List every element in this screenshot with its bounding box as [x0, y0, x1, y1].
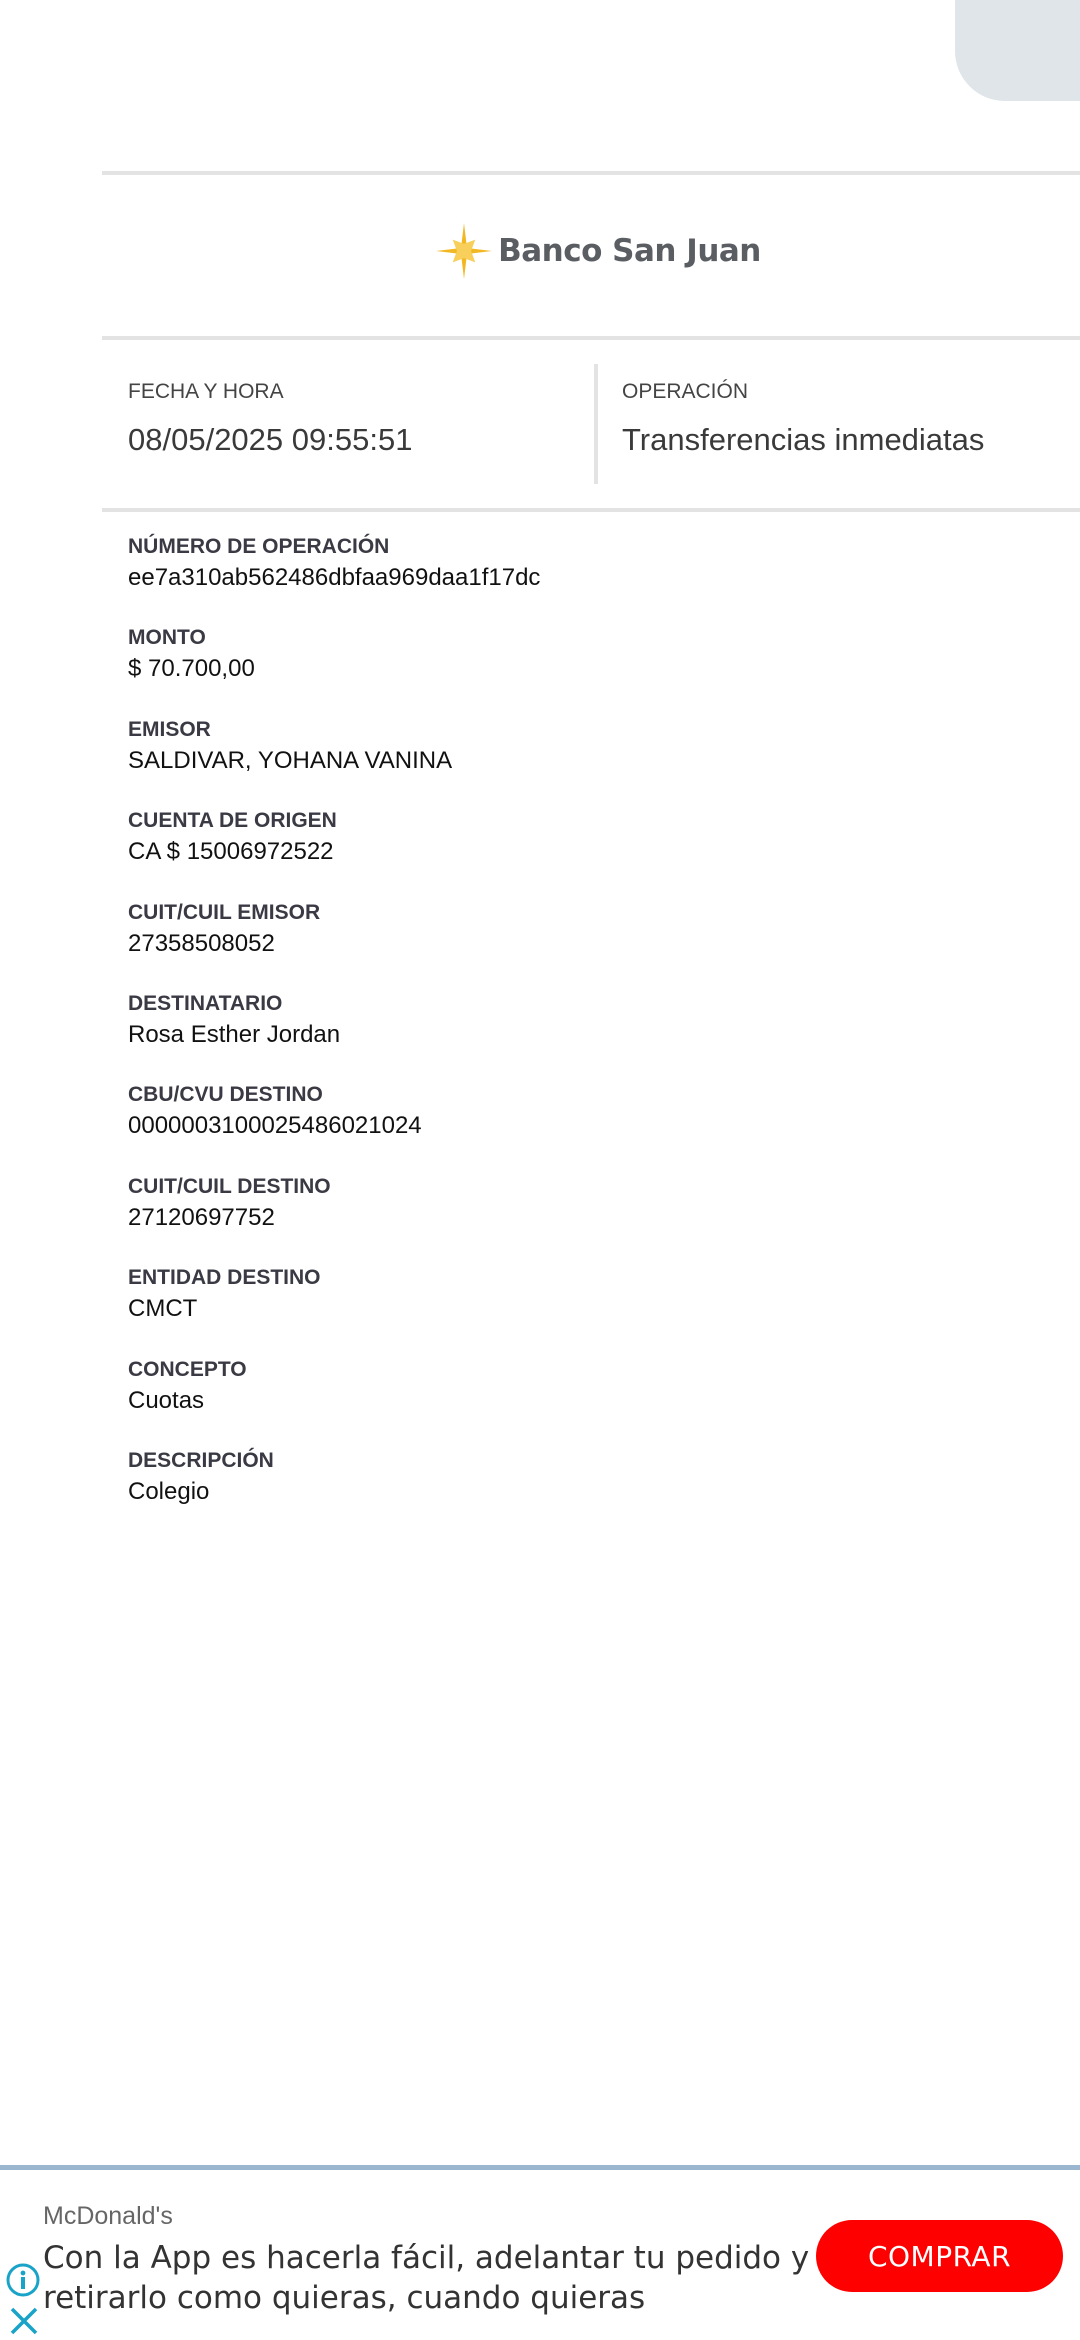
ad-banner[interactable]: [0, 2165, 1080, 2340]
field-sender-cuit: [128, 899, 540, 990]
ad-advertiser: McDonald's: [43, 2202, 173, 2230]
field-destination-cbu: [128, 1081, 540, 1172]
field-destination-entity: [128, 1264, 540, 1355]
ad-text[interactable]: Con la App es hacerla fácil, adelantar tu pedido y retirarlo como quieras, cuando quieras: [43, 2240, 810, 2316]
field-value: 27358508052: [128, 929, 275, 957]
field-value: 27120697752: [128, 1203, 275, 1231]
field-label: CUIT/CUIL EMISOR: [128, 900, 321, 924]
field-value: Colegio: [128, 1477, 210, 1505]
field-value: CA $ 15006972522: [128, 838, 334, 866]
summary-divider: [594, 364, 598, 484]
transfer-details: [128, 533, 540, 1538]
field-value: 0000003100025486021024: [128, 1112, 422, 1140]
ad-cta-button[interactable]: COMPRAR: [816, 2220, 1063, 2292]
field-value: CMCT: [128, 1295, 198, 1323]
bank-logo-text: Banco San Juan: [498, 233, 761, 269]
field-value: Cuotas: [128, 1386, 205, 1414]
field-label: CUIT/CUIL DESTINO: [128, 1174, 331, 1198]
info-icon[interactable]: [5, 2262, 41, 2298]
operation-label: OPERACIÓN: [622, 380, 749, 403]
datetime-block: [128, 380, 412, 458]
field-label: MONTO: [128, 626, 206, 650]
field-value: ee7a310ab562486dbfaa969daa1f17dc: [128, 564, 541, 591]
header-divider: [102, 336, 1080, 340]
field-label: EMISOR: [128, 717, 211, 741]
field-recipient: [128, 990, 540, 1081]
operation-value: Transferencias inmediatas: [622, 422, 985, 457]
close-icon[interactable]: [8, 2305, 40, 2337]
field-destination-cuit: [128, 1173, 540, 1264]
corner-tab: [955, 0, 1080, 101]
datetime-value: 08/05/2025 09:55:51: [128, 422, 413, 457]
field-label: CONCEPTO: [128, 1357, 247, 1381]
field-value: $ 70.700,00: [128, 655, 255, 683]
field-amount: [128, 624, 540, 715]
operation-block: [622, 380, 984, 458]
datetime-label: FECHA Y HORA: [128, 380, 284, 403]
field-label: NÚMERO DE OPERACIÓN: [128, 535, 390, 558]
field-description: [128, 1447, 540, 1538]
field-label: CUENTA DE ORIGEN: [128, 809, 337, 833]
field-label: DESCRIPCIÓN: [128, 1448, 274, 1472]
bank-logo: [0, 218, 1080, 284]
field-label: CBU/CVU DESTINO: [128, 1083, 323, 1107]
field-value: SALDIVAR, YOHANA VANINA: [128, 746, 453, 774]
field-operation-number: [128, 533, 540, 624]
field-value: Rosa Esther Jordan: [128, 1020, 341, 1048]
field-origin-account: [128, 807, 540, 898]
field-concept: [128, 1356, 540, 1447]
summary-bottom-divider: [102, 508, 1080, 512]
top-divider: [102, 171, 1080, 175]
field-label: DESTINATARIO: [128, 991, 283, 1015]
field-label: ENTIDAD DESTINO: [128, 1266, 321, 1290]
field-sender: [128, 716, 540, 807]
star-burst-icon: [434, 221, 494, 281]
